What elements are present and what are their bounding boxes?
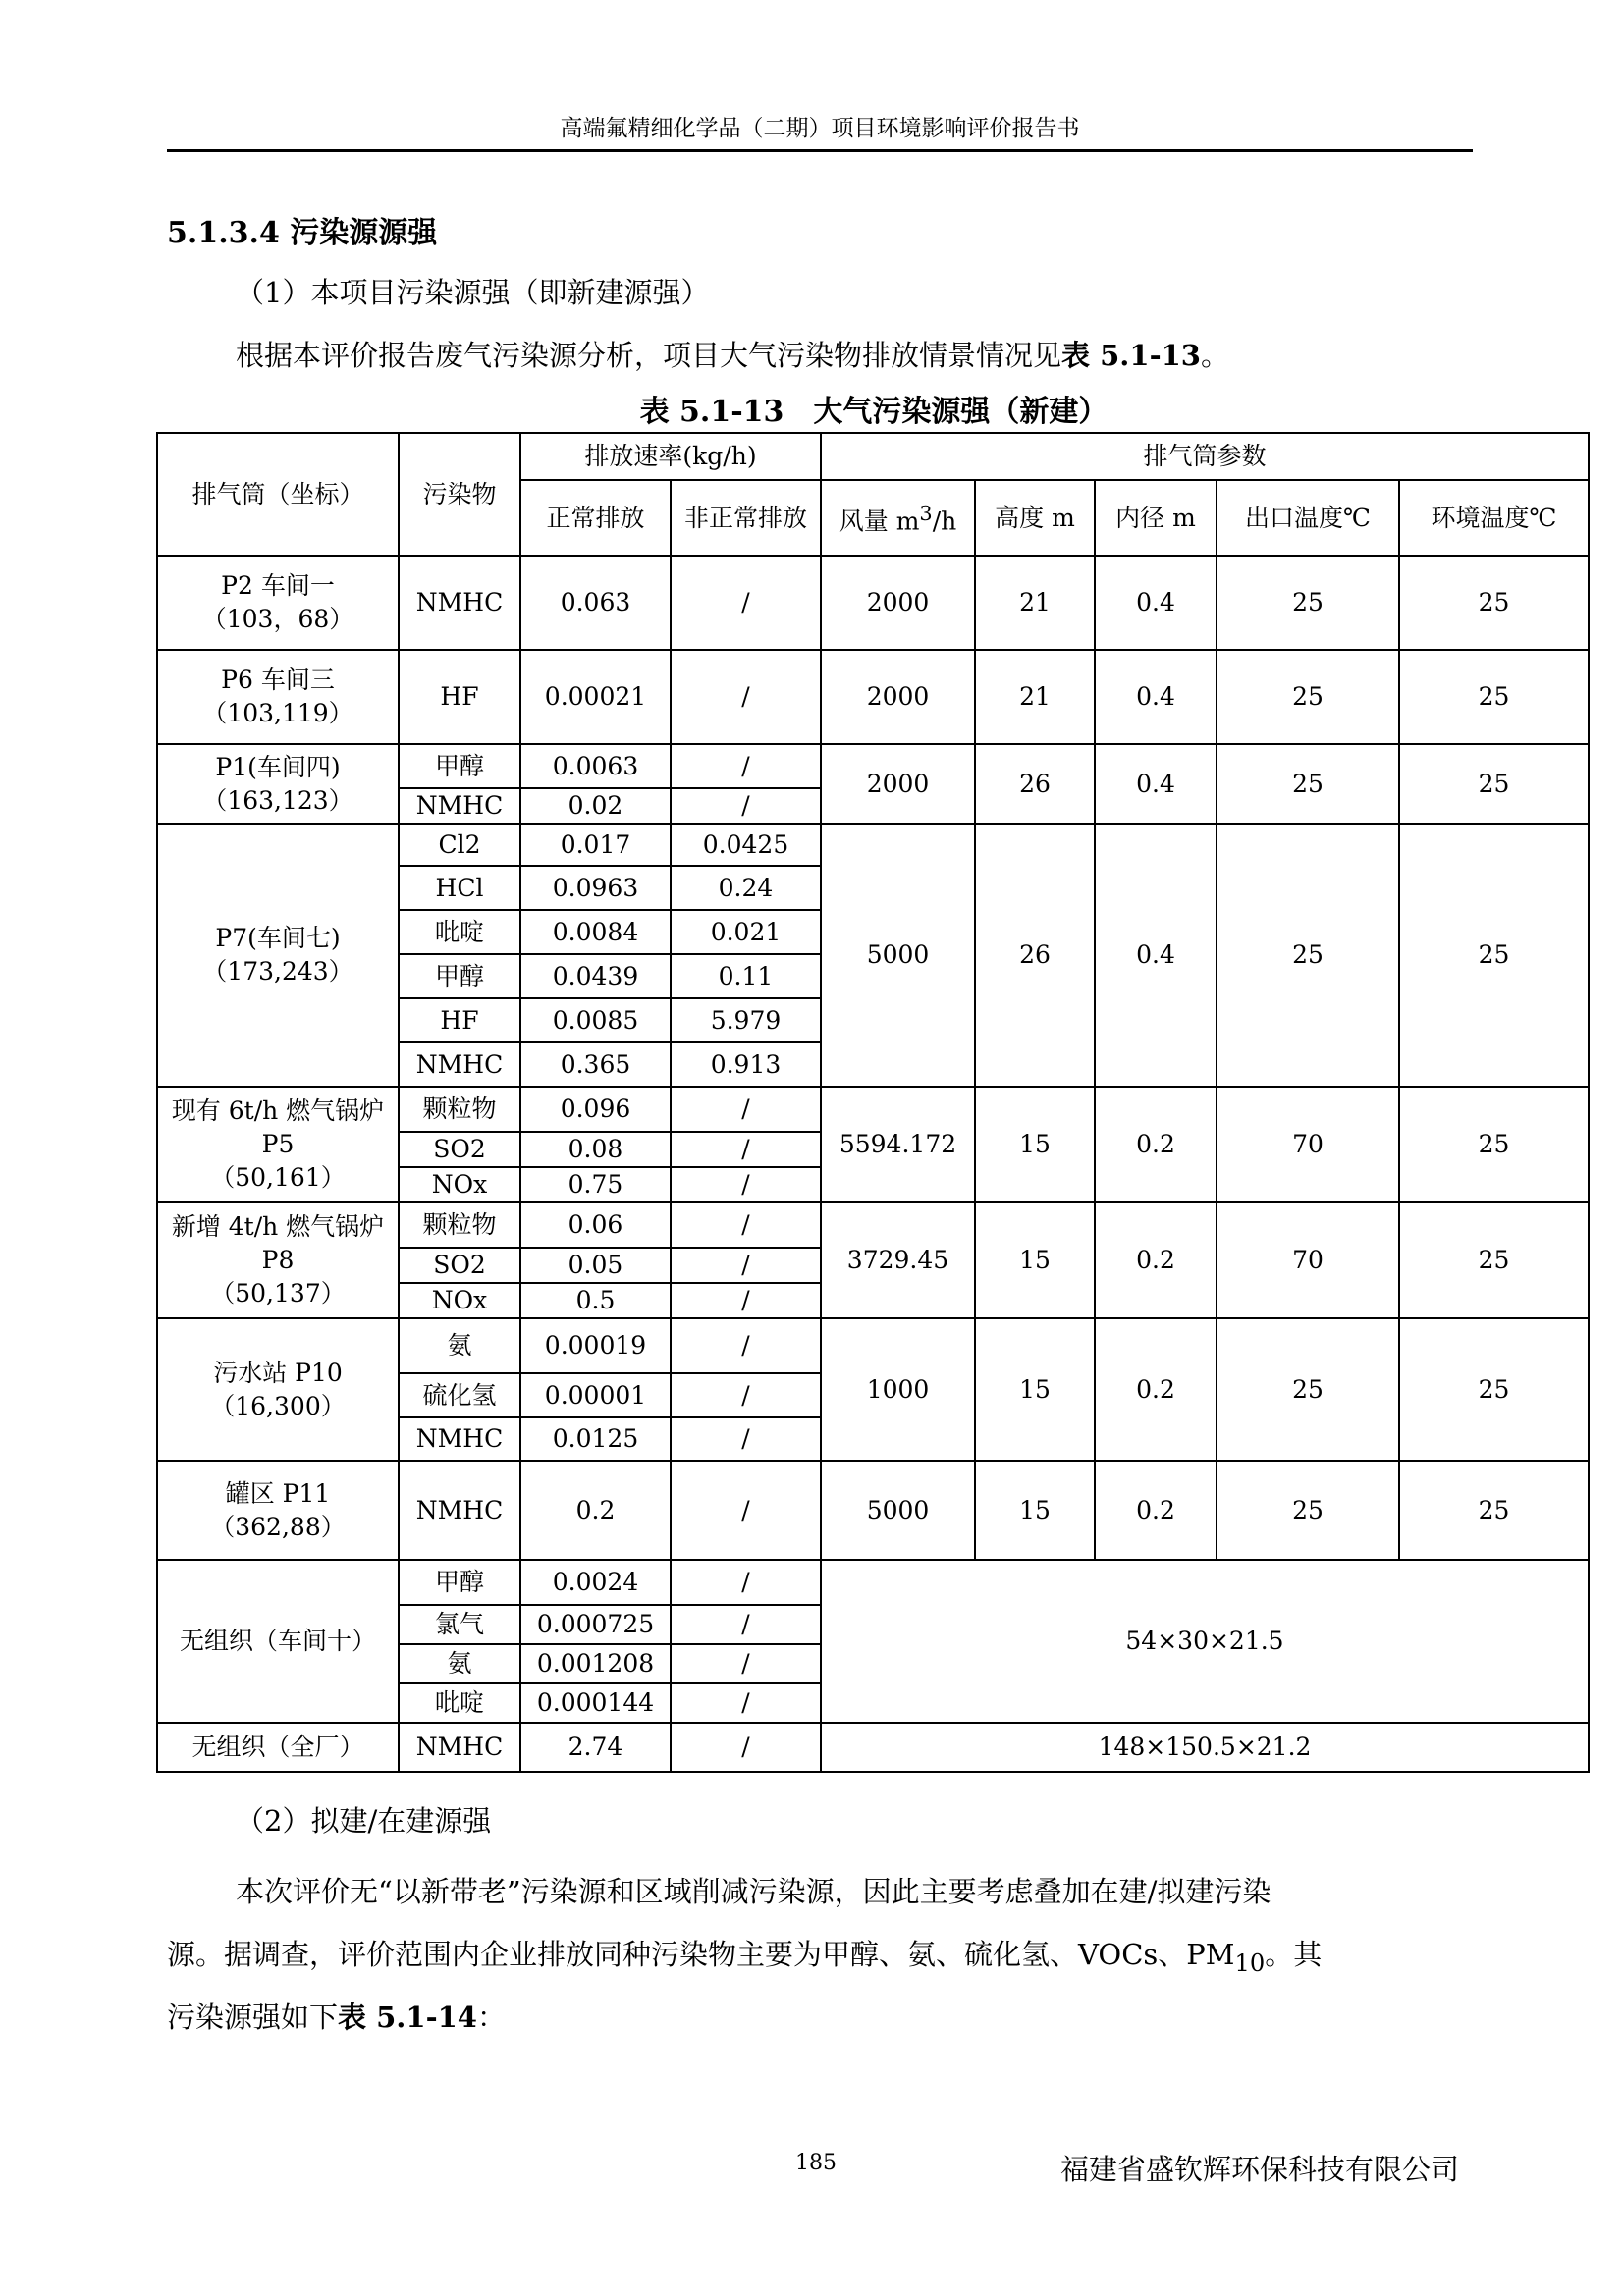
abnormal-rate-cell: 5.979 bbox=[671, 998, 821, 1042]
header-height: 高度 m bbox=[975, 480, 1095, 556]
abnormal-rate-cell: 0.24 bbox=[671, 866, 821, 910]
stack-cell: 无组织（车间十） bbox=[157, 1560, 399, 1723]
stack-coord: （362,88） bbox=[210, 1512, 346, 1541]
emission-source-table bbox=[156, 432, 1590, 1773]
paragraph-5-end: 。其 bbox=[1265, 1938, 1323, 1971]
normal-rate-cell: 0.2 bbox=[520, 1461, 671, 1560]
table-row bbox=[157, 824, 1589, 866]
normal-rate-cell: 0.05 bbox=[520, 1248, 671, 1283]
diameter-cell: 0.4 bbox=[1095, 744, 1217, 824]
header-abnormal: 非正常排放 bbox=[671, 480, 821, 556]
normal-rate-cell: 0.0063 bbox=[520, 744, 671, 788]
abnormal-rate-cell: 0.11 bbox=[671, 954, 821, 998]
normal-rate-cell: 0.0024 bbox=[520, 1560, 671, 1605]
stack-coord: （16,300） bbox=[210, 1391, 346, 1420]
outlet-temp-cell: 25 bbox=[1217, 556, 1399, 650]
airflow-cell: 5000 bbox=[821, 1461, 975, 1560]
pollutant-cell: NMHC bbox=[399, 788, 520, 824]
table-row bbox=[157, 1202, 1589, 1248]
abnormal-rate-cell: / bbox=[671, 1248, 821, 1283]
company-name: 福建省盛钦辉环保科技有限公司 bbox=[1060, 2153, 1460, 2186]
abnormal-rate-cell: / bbox=[671, 1461, 821, 1560]
height-cell: 21 bbox=[975, 650, 1095, 744]
normal-rate-cell: 0.0963 bbox=[520, 866, 671, 910]
airflow-cell: 5594.172 bbox=[821, 1087, 975, 1202]
page-number: 185 bbox=[795, 2151, 837, 2175]
pollutant-cell: NOx bbox=[399, 1167, 520, 1202]
ambient-temp-cell: 25 bbox=[1399, 1202, 1589, 1318]
height-cell: 21 bbox=[975, 556, 1095, 650]
abnormal-rate-cell: / bbox=[671, 1283, 821, 1318]
abnormal-rate-cell: / bbox=[671, 1605, 821, 1644]
normal-rate-cell: 2.74 bbox=[520, 1723, 671, 1772]
header-normal: 正常排放 bbox=[520, 480, 671, 556]
stack-cell bbox=[157, 1087, 399, 1202]
table-row bbox=[157, 1461, 1589, 1560]
pollutant-cell: 氯气 bbox=[399, 1605, 520, 1644]
diameter-cell: 0.4 bbox=[1095, 650, 1217, 744]
stack-coord: （103,119） bbox=[202, 699, 353, 727]
document-header: 高端氟精细化学品（二期）项目环境影响评价报告书 bbox=[560, 116, 1080, 141]
normal-rate-cell: 0.06 bbox=[520, 1202, 671, 1248]
pollutant-cell: 氨 bbox=[399, 1644, 520, 1683]
airflow-cell: 2000 bbox=[821, 744, 975, 824]
pm-subscript: 10 bbox=[1234, 1949, 1266, 1977]
pollutant-cell: 硫化氢 bbox=[399, 1373, 520, 1417]
pollutant-cell: SO2 bbox=[399, 1132, 520, 1167]
stack-name: P6 车间三 bbox=[221, 666, 335, 694]
stack-coord: （173,243） bbox=[202, 957, 353, 986]
table-row bbox=[157, 1560, 1589, 1605]
ambient-temp-cell: 25 bbox=[1399, 744, 1589, 824]
stack-coord: （50,161） bbox=[210, 1163, 346, 1192]
pollutant-cell: NOx bbox=[399, 1283, 520, 1318]
abnormal-rate-cell: / bbox=[671, 556, 821, 650]
diameter-cell: 0.2 bbox=[1095, 1318, 1217, 1461]
stack-coord: （50,137） bbox=[210, 1279, 346, 1308]
header-outlet-temp: 出口温度℃ bbox=[1217, 480, 1399, 556]
normal-rate-cell: 0.0085 bbox=[520, 998, 671, 1042]
stack-cell bbox=[157, 556, 399, 650]
table-row bbox=[157, 1723, 1589, 1772]
abnormal-rate-cell: / bbox=[671, 744, 821, 788]
header-airflow bbox=[821, 480, 975, 556]
airflow-cell: 2000 bbox=[821, 556, 975, 650]
stack-name: P1(车间四) bbox=[215, 752, 341, 781]
area-source-size-cell: 54×30×21.5 bbox=[821, 1560, 1589, 1723]
height-cell: 26 bbox=[975, 744, 1095, 824]
stack-cell bbox=[157, 1461, 399, 1560]
header-ambient-temp: 环境温度℃ bbox=[1399, 480, 1589, 556]
outlet-temp-cell: 25 bbox=[1217, 650, 1399, 744]
normal-rate-cell: 0.08 bbox=[520, 1132, 671, 1167]
pollutant-cell: HCl bbox=[399, 866, 520, 910]
stack-name: P7(车间七) bbox=[215, 924, 341, 952]
table-row bbox=[157, 1087, 1589, 1132]
ambient-temp-cell: 25 bbox=[1399, 1318, 1589, 1461]
table-row bbox=[157, 744, 1589, 788]
table-row bbox=[157, 650, 1589, 744]
diameter-cell: 0.2 bbox=[1095, 1202, 1217, 1318]
outlet-temp-cell: 25 bbox=[1217, 824, 1399, 1087]
pollutant-cell: NMHC bbox=[399, 1042, 520, 1087]
header-rule bbox=[167, 149, 1473, 152]
paragraph-6-text: 污染源强如下 bbox=[167, 2001, 339, 2034]
pollutant-cell: 氨 bbox=[399, 1318, 520, 1373]
stack-coord: （103，68） bbox=[201, 605, 354, 633]
paragraph-4: 本次评价无“以新带老”污染源和区域削减污染源，因此主要考虑叠加在建/拟建污染 bbox=[236, 1875, 1271, 1908]
pollutant-cell: NMHC bbox=[399, 1723, 520, 1772]
normal-rate-cell: 0.5 bbox=[520, 1283, 671, 1318]
header-stack: 排气筒（坐标） bbox=[157, 433, 399, 556]
header-rate-group: 排放速率(kg/h) bbox=[520, 433, 821, 480]
abnormal-rate-cell: / bbox=[671, 1644, 821, 1683]
diameter-cell: 0.2 bbox=[1095, 1087, 1217, 1202]
pollutant-cell: 吡啶 bbox=[399, 1683, 520, 1723]
pollutant-cell: 甲醇 bbox=[399, 954, 520, 998]
outlet-temp-cell: 25 bbox=[1217, 1461, 1399, 1560]
header-params-group: 排气筒参数 bbox=[821, 433, 1589, 480]
stack-name: 罐区 P11 bbox=[225, 1478, 331, 1508]
paragraph-5 bbox=[167, 1935, 1322, 1983]
diameter-cell: 0.4 bbox=[1095, 824, 1217, 1087]
normal-rate-cell: 0.02 bbox=[520, 788, 671, 824]
abnormal-rate-cell: 0.0425 bbox=[671, 824, 821, 866]
normal-rate-cell: 0.75 bbox=[520, 1167, 671, 1202]
pollutant-cell: Cl2 bbox=[399, 824, 520, 866]
pollutant-cell: NMHC bbox=[399, 556, 520, 650]
abnormal-rate-cell: / bbox=[671, 1167, 821, 1202]
pollutant-cell: NMHC bbox=[399, 1461, 520, 1560]
abnormal-rate-cell: / bbox=[671, 1132, 821, 1167]
normal-rate-cell: 0.0125 bbox=[520, 1417, 671, 1461]
diameter-cell: 0.2 bbox=[1095, 1461, 1217, 1560]
table-reference: 表 5.1-13 bbox=[1061, 339, 1201, 372]
abnormal-rate-cell: / bbox=[671, 1723, 821, 1772]
abnormal-rate-cell: / bbox=[671, 788, 821, 824]
abnormal-rate-cell: 0.021 bbox=[671, 910, 821, 954]
table-row bbox=[157, 556, 1589, 650]
height-cell: 26 bbox=[975, 824, 1095, 1087]
abnormal-rate-cell: / bbox=[671, 1417, 821, 1461]
pollutant-cell: 甲醇 bbox=[399, 1560, 520, 1605]
ambient-temp-cell: 25 bbox=[1399, 650, 1589, 744]
header-diameter: 内径 m bbox=[1095, 480, 1217, 556]
normal-rate-cell: 0.017 bbox=[520, 824, 671, 866]
diameter-cell: 0.4 bbox=[1095, 556, 1217, 650]
outlet-temp-cell: 70 bbox=[1217, 1202, 1399, 1318]
paragraph-2-end: 。 bbox=[1200, 339, 1229, 372]
abnormal-rate-cell: 0.913 bbox=[671, 1042, 821, 1087]
ambient-temp-cell: 25 bbox=[1399, 1461, 1589, 1560]
airflow-cell: 5000 bbox=[821, 824, 975, 1087]
table-row bbox=[157, 1318, 1589, 1373]
ambient-temp-cell: 25 bbox=[1399, 824, 1589, 1087]
header-airflow-text: 风量 m bbox=[839, 507, 920, 536]
stack-cell bbox=[157, 744, 399, 824]
stack-name: 新增 4t/h 燃气锅炉 P8 bbox=[171, 1212, 385, 1274]
header-airflow-unit: /h bbox=[932, 507, 957, 536]
outlet-temp-cell: 25 bbox=[1217, 744, 1399, 824]
normal-rate-cell: 0.00021 bbox=[520, 650, 671, 744]
stack-cell bbox=[157, 1202, 399, 1318]
header-airflow-sup: 3 bbox=[919, 502, 933, 526]
stack-cell: 无组织（全厂） bbox=[157, 1723, 399, 1772]
abnormal-rate-cell: / bbox=[671, 1683, 821, 1723]
airflow-cell: 2000 bbox=[821, 650, 975, 744]
abnormal-rate-cell: / bbox=[671, 650, 821, 744]
height-cell: 15 bbox=[975, 1087, 1095, 1202]
stack-name: P2 车间一 bbox=[221, 571, 335, 600]
pollutant-cell: 吡啶 bbox=[399, 910, 520, 954]
abnormal-rate-cell: / bbox=[671, 1560, 821, 1605]
pollutant-cell: NMHC bbox=[399, 1417, 520, 1461]
normal-rate-cell: 0.00019 bbox=[520, 1318, 671, 1373]
pollutant-cell: 颗粒物 bbox=[399, 1087, 520, 1132]
height-cell: 15 bbox=[975, 1461, 1095, 1560]
header-row-1 bbox=[157, 433, 1589, 480]
pollutant-cell: 甲醇 bbox=[399, 744, 520, 788]
normal-rate-cell: 0.0439 bbox=[520, 954, 671, 998]
paragraph-3: （2）拟建/在建源强 bbox=[236, 1804, 492, 1838]
ambient-temp-cell: 25 bbox=[1399, 1087, 1589, 1202]
paragraph-2-text: 根据本评价报告废气污染源分析，项目大气污染物排放情景情况见 bbox=[236, 339, 1062, 372]
stack-coord: （163,123） bbox=[202, 785, 353, 815]
height-cell: 15 bbox=[975, 1202, 1095, 1318]
table-reference: 表 5.1-14 bbox=[338, 2001, 477, 2034]
paragraph-2 bbox=[236, 336, 1229, 375]
pollutant-cell: SO2 bbox=[399, 1248, 520, 1283]
normal-rate-cell: 0.096 bbox=[520, 1087, 671, 1132]
area-source-size-cell: 148×150.5×21.2 bbox=[821, 1723, 1589, 1772]
normal-rate-cell: 0.0084 bbox=[520, 910, 671, 954]
stack-name: 污水站 P10 bbox=[213, 1358, 343, 1387]
stack-cell bbox=[157, 824, 399, 1087]
airflow-cell: 1000 bbox=[821, 1318, 975, 1461]
table-caption: 表 5.1-13 大气污染源强（新建） bbox=[639, 395, 1109, 429]
normal-rate-cell: 0.000144 bbox=[520, 1683, 671, 1723]
pollutant-cell: 颗粒物 bbox=[399, 1202, 520, 1248]
paragraph-1: （1）本项目污染源强（即新建源强） bbox=[236, 276, 710, 309]
ambient-temp-cell: 25 bbox=[1399, 556, 1589, 650]
abnormal-rate-cell: / bbox=[671, 1202, 821, 1248]
normal-rate-cell: 0.365 bbox=[520, 1042, 671, 1087]
paragraph-6-end: ： bbox=[476, 2001, 506, 2034]
height-cell: 15 bbox=[975, 1318, 1095, 1461]
stack-cell bbox=[157, 1318, 399, 1461]
stack-name: 现有 6t/h 燃气锅炉 P5 bbox=[171, 1096, 385, 1158]
abnormal-rate-cell: / bbox=[671, 1087, 821, 1132]
abnormal-rate-cell: / bbox=[671, 1318, 821, 1373]
pollutant-cell: HF bbox=[399, 998, 520, 1042]
paragraph-6 bbox=[167, 1998, 506, 2037]
normal-rate-cell: 0.063 bbox=[520, 556, 671, 650]
header-pollutant: 污染物 bbox=[399, 433, 520, 556]
normal-rate-cell: 0.001208 bbox=[520, 1644, 671, 1683]
outlet-temp-cell: 25 bbox=[1217, 1318, 1399, 1461]
outlet-temp-cell: 70 bbox=[1217, 1087, 1399, 1202]
section-title: 5.1.3.4 污染源源强 bbox=[167, 216, 438, 250]
normal-rate-cell: 0.00001 bbox=[520, 1373, 671, 1417]
paragraph-5-text: 源。据调查，评价范围内企业排放同种污染物主要为甲醇、氨、硫化氢、VOCs、PM bbox=[167, 1938, 1235, 1971]
abnormal-rate-cell: / bbox=[671, 1373, 821, 1417]
pollutant-cell: HF bbox=[399, 650, 520, 744]
stack-cell bbox=[157, 650, 399, 744]
airflow-cell: 3729.45 bbox=[821, 1202, 975, 1318]
normal-rate-cell: 0.000725 bbox=[520, 1605, 671, 1644]
